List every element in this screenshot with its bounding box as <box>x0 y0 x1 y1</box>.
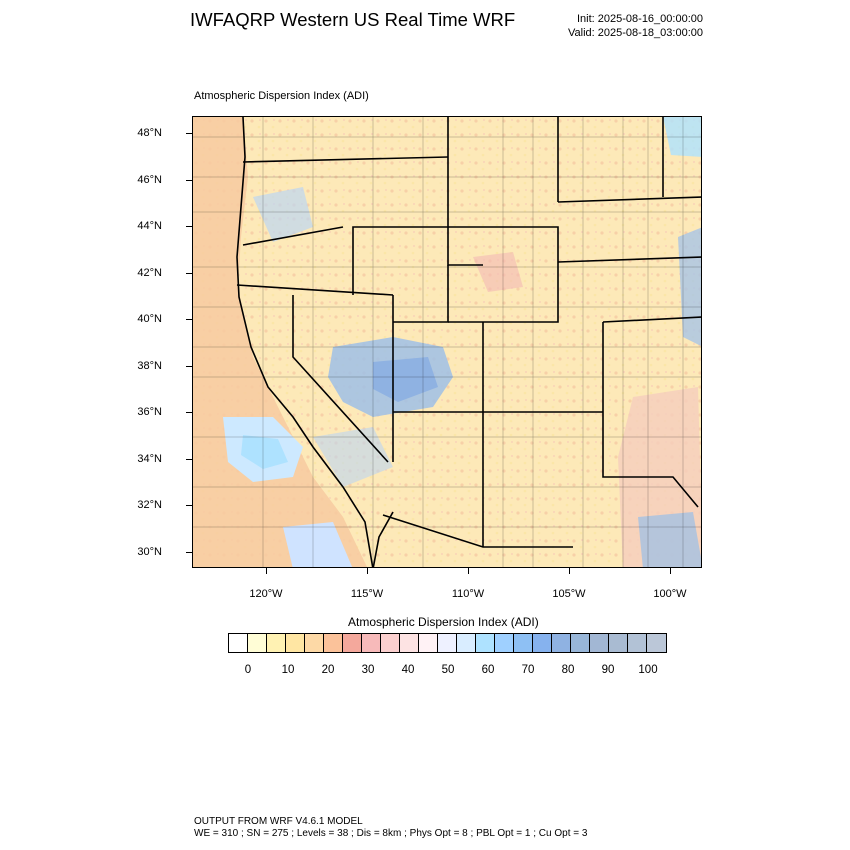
footer-config-line: WE = 310 ; SN = 275 ; Levels = 38 ; Dis = 8km ; Phys Opt = 8 ; PBL Opt = 1 ; Cu Opt = 3 <box>194 828 588 839</box>
colorbar-swatch <box>571 634 590 652</box>
lon-tick <box>569 568 570 574</box>
init-time: Init: 2025-08-16_00:00:00 <box>577 13 703 25</box>
colorbar-swatch <box>400 634 419 652</box>
colorbar-swatch <box>324 634 343 652</box>
colorbar-label: 40 <box>401 664 415 676</box>
legend-title: Atmospheric Dispersion Index (ADI) <box>348 615 539 629</box>
texas-high-adi <box>638 512 702 568</box>
colorbar-swatch <box>647 634 666 652</box>
colorbar-swatch <box>267 634 286 652</box>
lat-label: 42°N <box>137 266 162 279</box>
colorbar-label: 90 <box>601 664 615 676</box>
adi-map <box>192 116 702 568</box>
colorbar-label: 70 <box>521 664 535 676</box>
lon-tick <box>367 568 368 574</box>
colorbar-label: 80 <box>561 664 575 676</box>
colorbar-swatch <box>305 634 324 652</box>
main-title: IWFAQRP Western US Real Time WRF <box>190 9 516 30</box>
lat-label: 38°N <box>137 359 162 372</box>
lat-tick <box>186 412 192 413</box>
colorbar-swatch <box>457 634 476 652</box>
lat-tick <box>186 226 192 227</box>
map-canvas <box>193 117 702 568</box>
lat-label: 44°N <box>137 220 162 232</box>
colorbar-swatch <box>362 634 381 652</box>
colorbar-label: 60 <box>481 664 495 676</box>
lat-label: 48°N <box>137 127 162 139</box>
lat-label: 40°N <box>137 313 162 325</box>
lat-label: 46°N <box>137 173 162 186</box>
lon-label: 100°W <box>653 588 687 600</box>
colorbar-swatch <box>590 634 609 652</box>
colorbar-swatch <box>552 634 571 652</box>
lat-label: 34°N <box>137 452 162 465</box>
lat-tick <box>186 319 192 320</box>
colorbar-label: 20 <box>321 664 335 676</box>
lon-label: 120°W <box>249 588 283 600</box>
colorbar-label: 50 <box>441 664 455 676</box>
colorbar-swatch <box>229 634 248 652</box>
panel-title: Atmospheric Dispersion Index (ADI) <box>194 90 369 102</box>
lon-tick <box>468 568 469 574</box>
colorbar-swatch <box>248 634 267 652</box>
colorbar <box>228 633 667 653</box>
lat-label: 32°N <box>137 499 162 511</box>
colorbar-swatch <box>628 634 647 652</box>
colorbar-swatch <box>343 634 362 652</box>
colorbar-swatch <box>286 634 305 652</box>
lat-tick <box>186 273 192 274</box>
colorbar-swatch <box>533 634 552 652</box>
colorbar-swatch <box>495 634 514 652</box>
colorbar-label: 0 <box>244 664 252 676</box>
colorbar-label: 30 <box>361 664 375 676</box>
lat-tick <box>186 505 192 506</box>
lat-label: 36°N <box>137 406 162 418</box>
lat-tick <box>186 459 192 460</box>
colorbar-swatch <box>438 634 457 652</box>
colorbar-swatch <box>419 634 438 652</box>
colorbar-swatch <box>609 634 628 652</box>
lat-tick <box>186 133 192 134</box>
lat-tick <box>186 366 192 367</box>
lon-tick <box>266 568 267 574</box>
lat-label: 30°N <box>137 545 162 558</box>
footer-model-line: OUTPUT FROM WRF V4.6.1 MODEL <box>194 816 363 827</box>
colorbar-label: 10 <box>281 664 295 676</box>
lon-label: 115°W <box>350 588 384 600</box>
colorbar-swatch <box>381 634 400 652</box>
colorbar-swatch <box>476 634 495 652</box>
lat-tick <box>186 552 192 553</box>
lon-label: 110°W <box>451 588 485 600</box>
colorbar-label: 100 <box>638 664 658 676</box>
lon-tick <box>670 568 671 574</box>
lat-tick <box>186 180 192 181</box>
colorbar-swatch <box>514 634 533 652</box>
lon-label: 105°W <box>552 588 586 600</box>
valid-time: Valid: 2025-08-18_03:00:00 <box>568 27 703 39</box>
